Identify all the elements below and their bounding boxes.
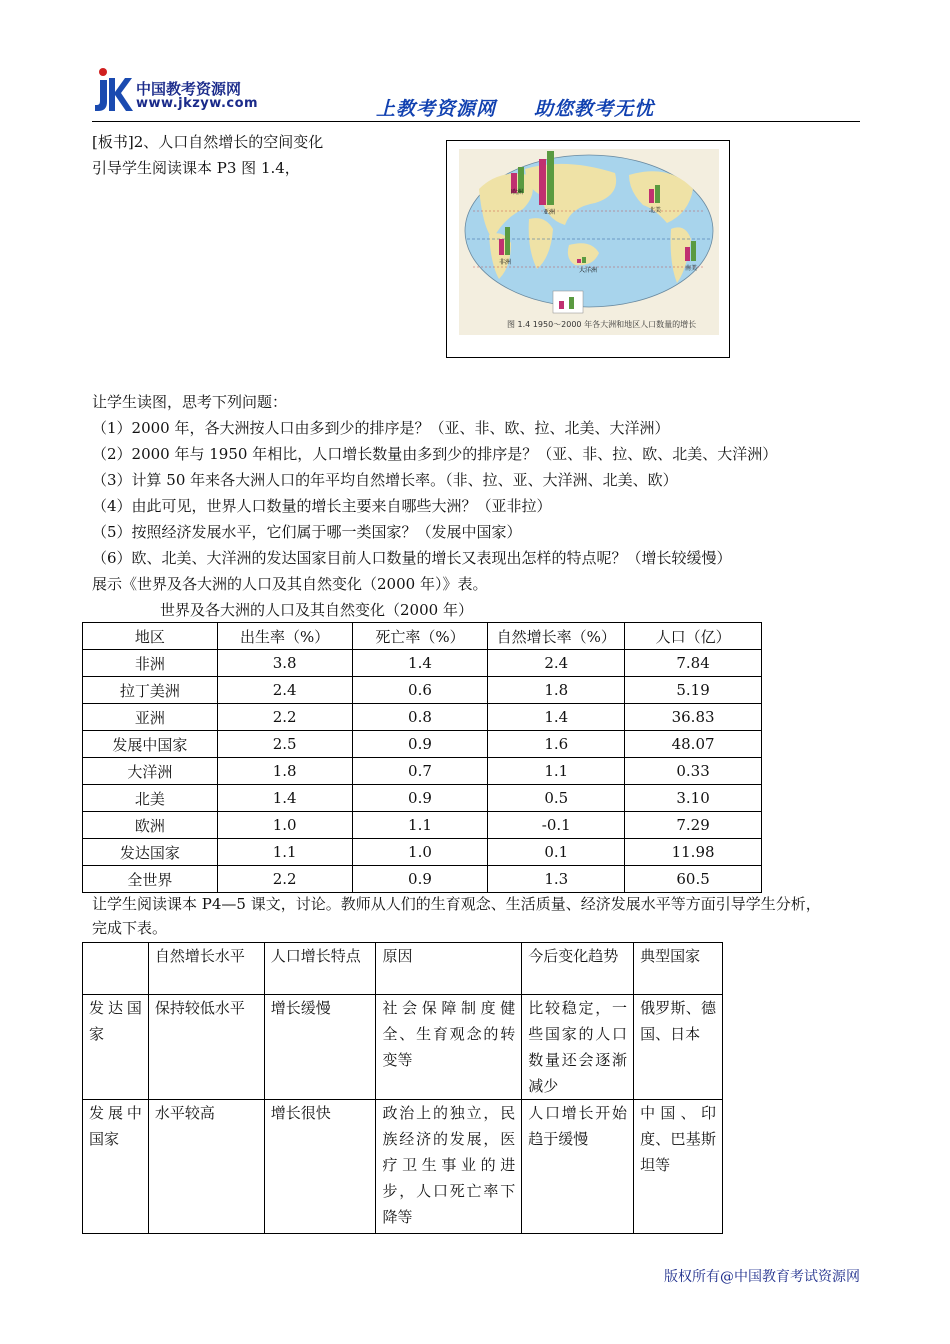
jk-logo-icon — [94, 66, 134, 114]
table-cell: 0.1 — [488, 839, 625, 866]
header-divider — [92, 121, 860, 122]
table-cell: 0.9 — [352, 731, 488, 758]
table-cell: 36.83 — [625, 704, 762, 731]
map-caption: 图 1.4 1950～2000 年各大洲和地区人口数量的增长 — [507, 320, 697, 329]
table-cell: 0.5 — [488, 785, 625, 812]
table-cell: 0.7 — [352, 758, 488, 785]
map-label-asia: 亚洲 — [543, 209, 556, 216]
table-cell: 全世界 — [83, 866, 218, 893]
table1-header: 自然增长率（%） — [488, 623, 625, 650]
table-row — [83, 650, 762, 677]
population-map-figure — [446, 140, 730, 358]
table-cell: 发展中国家 — [83, 731, 218, 758]
table-cell: 0.8 — [352, 704, 488, 731]
table-cell: 7.84 — [625, 650, 762, 677]
question-2: （2）2000 年与 1950 年相比，人口增长数量由多到少的排序是？（亚、非、拉、欧、北美、大洋洲） — [92, 445, 778, 463]
table-row — [83, 704, 762, 731]
table-cell: 1.8 — [488, 677, 625, 704]
map-label-south-america: 南美 — [685, 265, 698, 272]
logo-url[interactable]: www.jkzyw.com — [136, 96, 259, 111]
question-3: （3）计算 50 年来各大洲人口的年平均自然增长率。（非、拉、亚、大洋洲、北美、欧） — [92, 471, 678, 489]
table-cell: 发达国家 — [83, 839, 218, 866]
table-cell: 2.5 — [217, 731, 352, 758]
table-cell: 7.29 — [625, 812, 762, 839]
table-cell: 2.2 — [217, 704, 352, 731]
map-label-oceania: 大洋洲 — [579, 267, 598, 274]
question-5: （5）按照经济发展水平，它们属于哪一类国家？（发展中国家） — [92, 523, 522, 541]
map-label-north-america: 北美 — [649, 207, 662, 214]
table-row — [83, 839, 762, 866]
table-cell: 北美 — [83, 785, 218, 812]
question-6: （6）欧、北美、大洋洲的发达国家目前人口数量的增长又表现出怎样的特点呢？（增长较缓慢） — [92, 549, 732, 567]
table2-header: 人口增长特点 — [264, 943, 376, 995]
table-cell: 非洲 — [83, 650, 218, 677]
table2-header: 今后变化趋势 — [522, 943, 634, 995]
table-cell: 中国、印度、巴基斯坦等 — [634, 1100, 723, 1234]
header-slogan: 上教考资源网 助您教考无忧 — [376, 98, 655, 120]
table-row — [83, 758, 762, 785]
table-cell: 水平较高 — [148, 1100, 264, 1234]
table-cell: 5.19 — [625, 677, 762, 704]
table-row — [83, 677, 762, 704]
table1-title: 世界及各大洲的人口及其自然变化（2000 年） — [160, 601, 473, 619]
table-cell: 人口增长开始趋于缓慢 — [522, 1100, 634, 1234]
table-cell: 0.9 — [352, 785, 488, 812]
table-cell: 增长缓慢 — [264, 995, 376, 1100]
site-logo — [92, 64, 272, 116]
table-cell: 1.8 — [217, 758, 352, 785]
table-cell: 1.4 — [352, 650, 488, 677]
table-cell: 1.1 — [217, 839, 352, 866]
table-cell: 1.1 — [488, 758, 625, 785]
table-cell: 俄罗斯、德国、日本 — [634, 995, 723, 1100]
table-cell: 1.3 — [488, 866, 625, 893]
map-label-europe: 欧洲 — [511, 189, 524, 196]
table-row — [83, 866, 762, 893]
table2-header: 典型国家 — [634, 943, 723, 995]
table-cell: 增长很快 — [264, 1100, 376, 1234]
table-row — [83, 995, 723, 1100]
table-cell: 2.2 — [217, 866, 352, 893]
table-cell: 发展中国家 — [83, 1100, 149, 1234]
table-cell: -0.1 — [488, 812, 625, 839]
logo-title: 中国教考资源网 — [136, 80, 242, 98]
table-cell: 2.4 — [488, 650, 625, 677]
table1-header: 人口（亿） — [625, 623, 762, 650]
table-cell: 0.33 — [625, 758, 762, 785]
map-legend — [553, 291, 583, 313]
table-cell: 保持较低水平 — [148, 995, 264, 1100]
world-map-image — [459, 149, 719, 335]
table-cell: 1.1 — [352, 812, 488, 839]
intro-line-1: [板书]2、人口自然增长的空间变化 — [92, 133, 324, 151]
table-intro: 展示《世界及各大洲的人口及其自然变化（2000 年）》表。 — [92, 575, 488, 593]
table-cell: 11.98 — [625, 839, 762, 866]
table-cell: 欧洲 — [83, 812, 218, 839]
table-cell: 3.10 — [625, 785, 762, 812]
question-1: （1）2000 年，各大洲按人口由多到少的排序是？（亚、非、欧、拉、北美、大洋洲） — [92, 419, 670, 437]
comparison-table — [82, 942, 723, 1234]
discussion-line-1: 让学生阅读课本 P4—5 课文，讨论。教师从人们的生育观念、生活质量、经济发展水平等方面引导学生分析， — [92, 895, 821, 913]
table-cell: 政治上的独立，民族经济的发展，医疗卫生事业的进步，人口死亡率下降等 — [376, 1100, 522, 1234]
table1-header-row — [83, 623, 762, 650]
discussion-line-2: 完成下表。 — [92, 919, 168, 937]
table-cell: 0.6 — [352, 677, 488, 704]
question-4: （4）由此可见，世界人口数量的增长主要来自哪些大洲？（亚非拉） — [92, 497, 552, 515]
table2-header: 自然增长水平 — [148, 943, 264, 995]
table-cell: 发达国家 — [83, 995, 149, 1100]
table-cell: 大洋洲 — [83, 758, 218, 785]
table1-header: 出生率（%） — [217, 623, 352, 650]
table-cell: 60.5 — [625, 866, 762, 893]
map-label-africa: 非洲 — [499, 259, 512, 266]
table-row — [83, 785, 762, 812]
population-table — [82, 622, 762, 893]
table-cell: 1.0 — [352, 839, 488, 866]
table-cell: 1.4 — [488, 704, 625, 731]
table-cell: 1.6 — [488, 731, 625, 758]
table2-header — [83, 943, 149, 995]
table-row — [83, 1100, 723, 1234]
table-cell: 社会保障制度健全、生育观念的转变等 — [376, 995, 522, 1100]
table-row — [83, 812, 762, 839]
table-cell: 3.8 — [217, 650, 352, 677]
table-cell: 1.0 — [217, 812, 352, 839]
table2-header: 原因 — [376, 943, 522, 995]
table-cell: 2.4 — [217, 677, 352, 704]
table-cell: 比较稳定，一些国家的人口数量还会逐渐减少 — [522, 995, 634, 1100]
table-cell: 亚洲 — [83, 704, 218, 731]
table2-header-row — [83, 943, 723, 995]
intro-line-2: 引导学生阅读课本 P3 图 1.4， — [92, 159, 300, 177]
table1-header: 死亡率（%） — [352, 623, 488, 650]
table-cell: 拉丁美洲 — [83, 677, 218, 704]
table1-header: 地区 — [83, 623, 218, 650]
table-cell: 48.07 — [625, 731, 762, 758]
table-cell: 0.9 — [352, 866, 488, 893]
table-cell: 1.4 — [217, 785, 352, 812]
table-row — [83, 731, 762, 758]
copyright-footer: 版权所有@中国教育考试资源网 — [664, 1269, 860, 1285]
questions-lead: 让学生读图，思考下列问题： — [92, 393, 288, 411]
